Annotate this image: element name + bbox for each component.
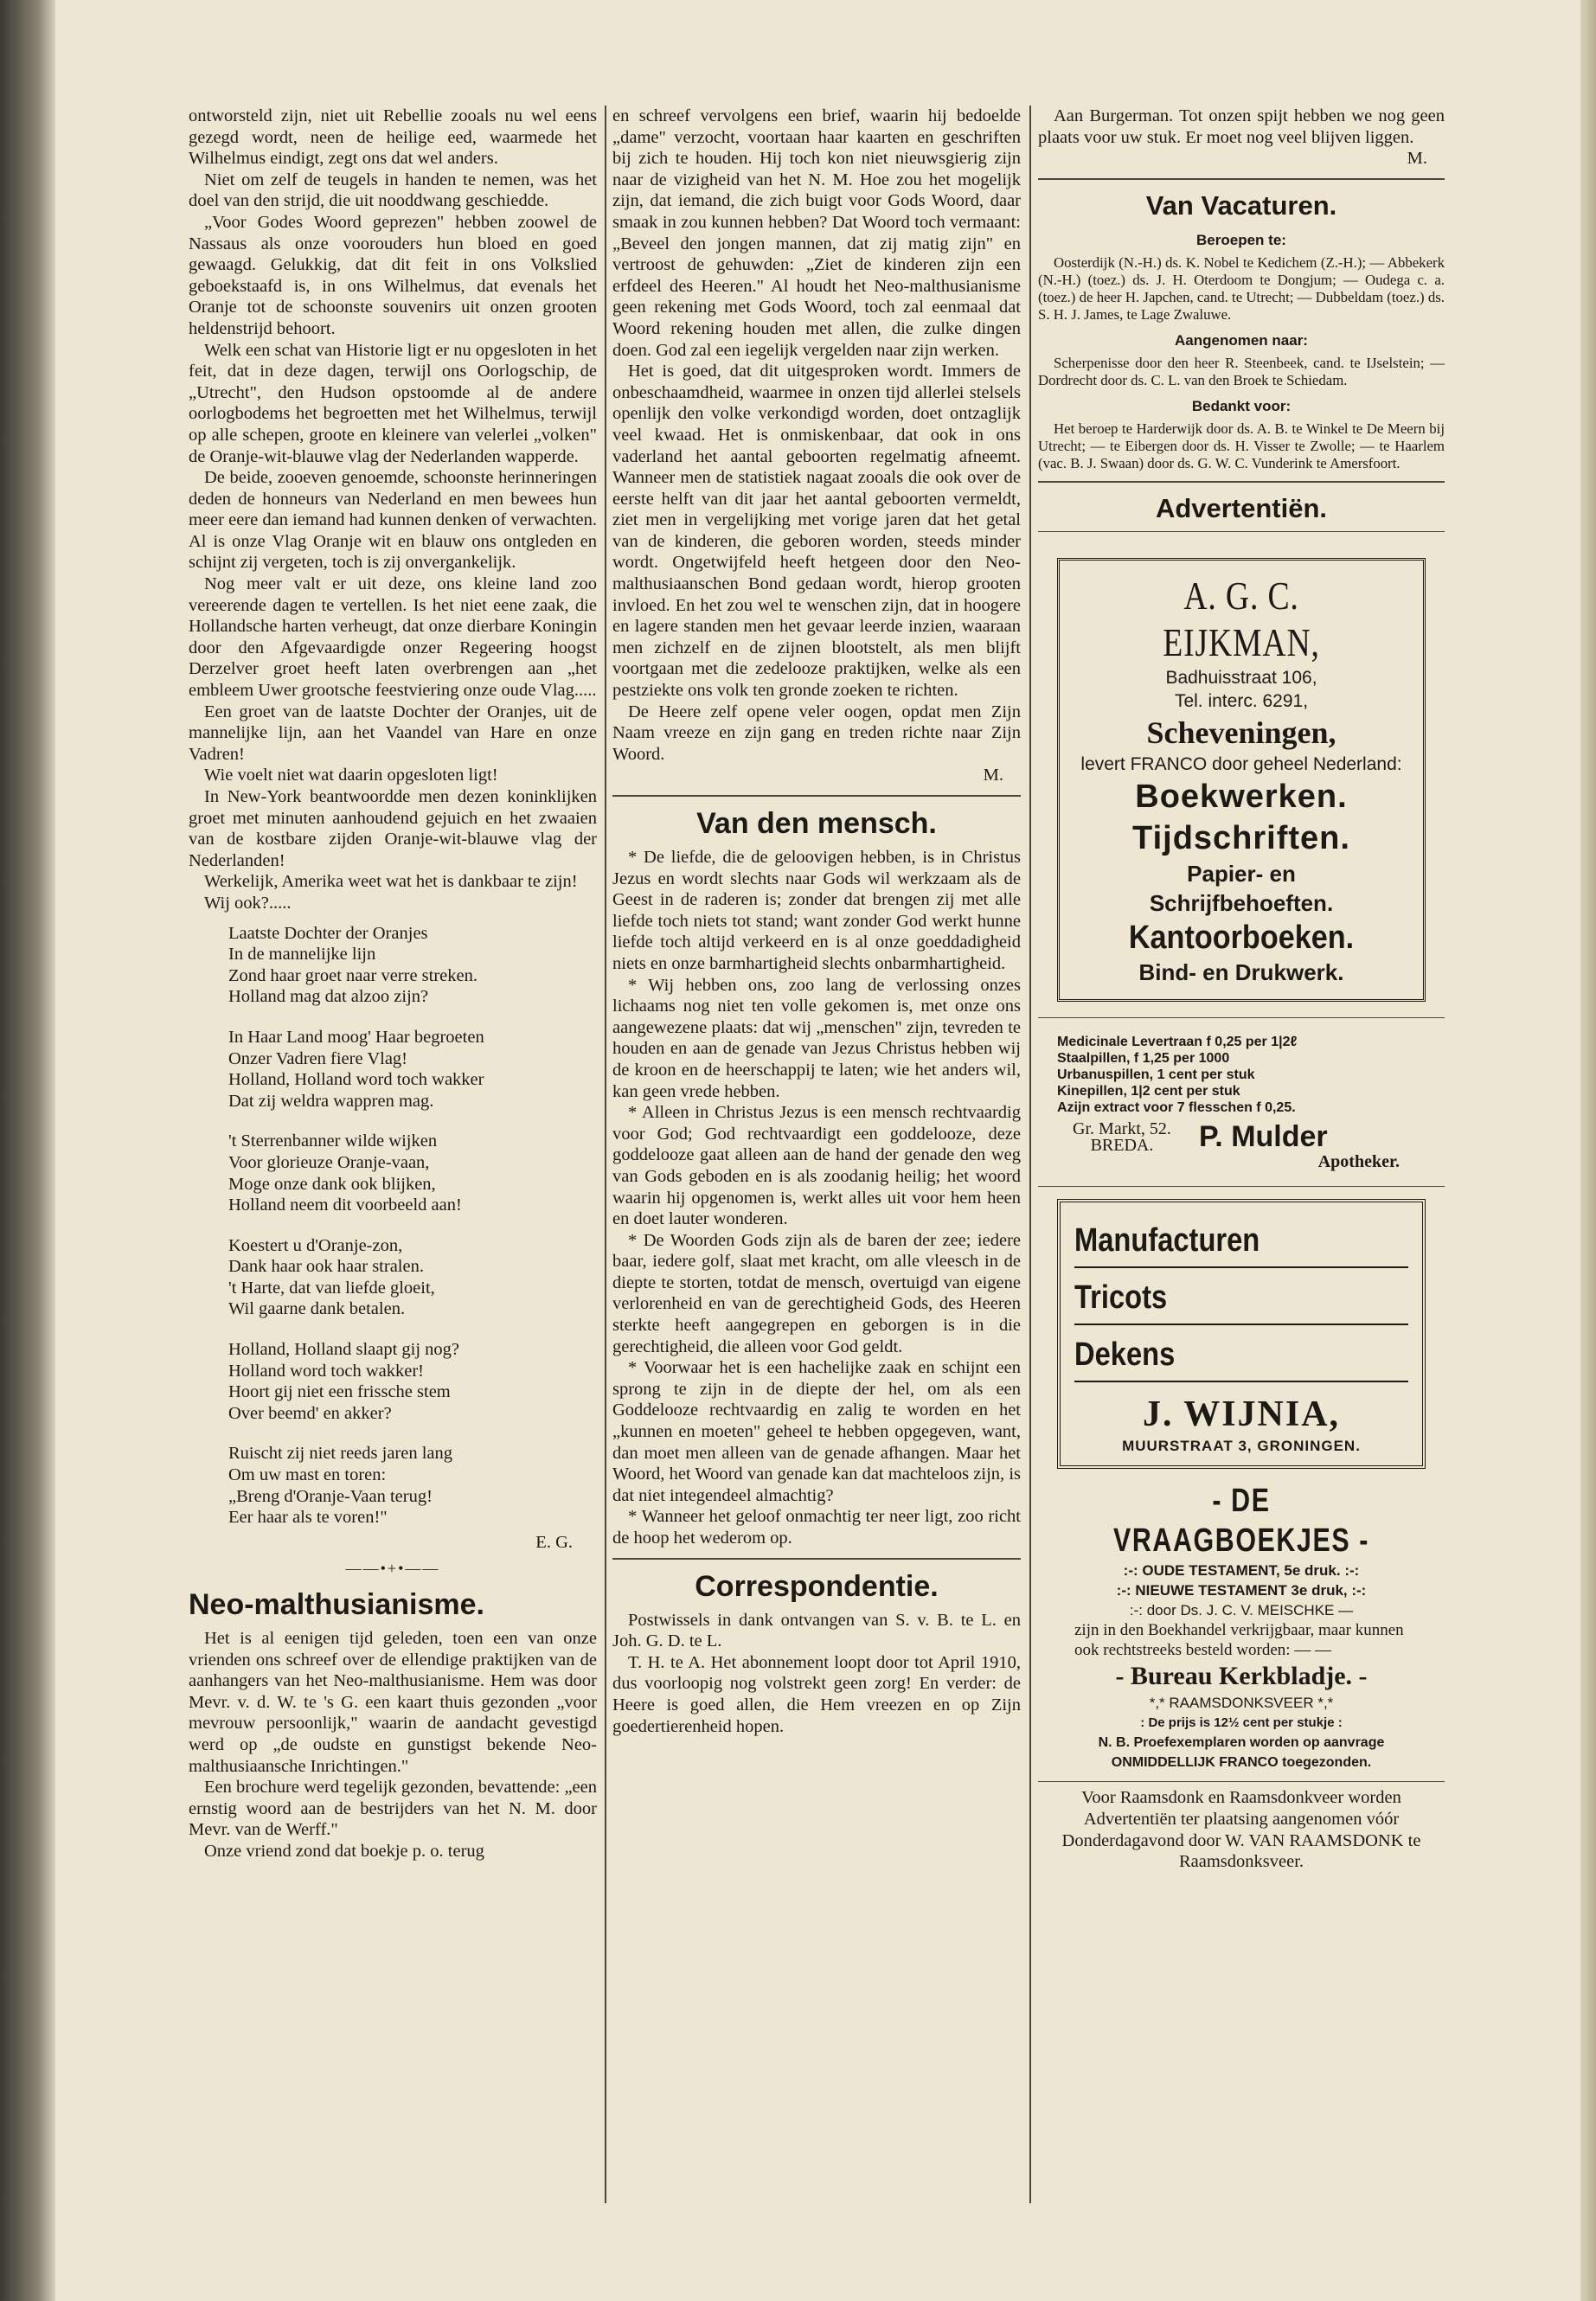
paragraph: „Voor Godes Woord geprezen" hebben zoowel de Nassaus als onze voorouders hun bloed en goed gewaagd. Gelukkig, dat dit feit in ons Volkslied geboekstaafd is, in ons Wilhelmus, dat evenals het Oranje tot de schoonste souvenirs uit onzen grooten heldenstrijd behoort. xyxy=(189,212,597,338)
advertiser-name: A. G. C. EIJKMAN, xyxy=(1163,573,1320,664)
poem-stanza xyxy=(228,1027,597,1112)
advertiser-address: Badhuisstraat 106, xyxy=(1165,667,1317,688)
heading-van-vacaturen: Van Vacaturen. xyxy=(1145,189,1337,221)
section-divider xyxy=(612,795,1021,797)
paragraph: * Wij hebben ons, zoo lang de verlossing onzes lichaams nog niet ten volle gekomen is, met onze ons aangewezene plaats: dat wij „menschen" zijn, tevreden te houden en aan de genade van Jezus Christus hebben wij de kroon en de heerschappij te laten; wie het anders wil, kan geen vrede hebben. xyxy=(612,975,1021,1101)
paragraph: * Voorwaar het is een hachelijke zaak en schijnt een sprong te zijn in de diepte der hel, om als een Goddelooze rechtvaardig en zalig te worden en het „kunnen en moeten" geheel te hebben opgegeven, want, dan moet men alleen van de genade afhangen. Maar het Woord, het Woord van genade kan dat machteloos zijn, is dat niet integendeel almachtig? xyxy=(612,1358,1021,1505)
poem-line: Dat zij weldra wappren mag. xyxy=(228,1091,434,1111)
paragraph: Oosterdijk (N.-H.) ds. K. Nobel te Kedichem (Z.-H.); — Abbekerk (N.-H.) (toez.) ds. J. H. Oterdoom te Dongjum; — Oudega c. a. (toez.) de heer H. Japchen, cand. te Utrecht; — Dubbeldam (toez.) ds. S. H. J. James, te Lage Zwaluwe. xyxy=(1038,254,1445,323)
paragraph: Het is goed, dat dit uitgesproken wordt. Immers de onbeschaamdheid, waarmee in onzen tijd allerlei stelsels openlijk den volke verkondigd worden, doet ontzaglijk veel kwaad. Het is onmiskenbaar, dat ook in ons vaderland het aantal geboorten regelmatig afneemt. Wanneer men de statistiek nagaat zooals die ook over de eerste helft van dit jaar het aantal geboorten vermeldt, ziet men in vergelijking met vorige jaren dat het getal van de kinderen, die geboren worden, steeds minder wordt. Ongetwijfeld heeft hetgeen door den Neo-malthusiaanschen Bond gedaan wordt, hierop grooten invloed. En het zou wel te wenschen zijn, dat in hoogere en lagere standen men het gevaar leerde inzien, waaraan men zichzelf en de zijnen blootstelt, als men blijft voortgaan met die zedelooze praktijken, welke als een pestziekte ons volk ten gronde zoeken te richten. xyxy=(612,362,1021,701)
paragraph: Wie voelt niet wat daarin opgesloten ligt! xyxy=(204,766,498,785)
poem-line: Holland, Holland word toch wakker xyxy=(228,1070,484,1090)
ad-text: levert FRANCO door geheel Nederland: xyxy=(1080,753,1402,774)
paragraph: * Wanneer het geloof onmachtig ter neer ligt, zoo richt de hoop het wederom op. xyxy=(612,1507,1021,1548)
ad-product: Papier- en xyxy=(1187,860,1296,887)
paragraph: Niet om zelf de teugels in handen te nemen, was het doel van den strijd, die uit nooddwang geschiedde. xyxy=(189,170,597,211)
paragraph: en schreef vervolgens een brief, waarin hij bedoelde „dame" verzocht, voortaan haar kaarten en geschriften bij zich te houden. Hij toch kon niet nieuwsgierig zijn naar de vizigheid van het N. M. Hoe zou het mogelijk zijn, dat iemand, die zich buigt voor Gods Woord, daar smaak in zou kunnen hebben? Dat Woord toch vermaant: „Beveel den jongen mannen, dat zij matig zijn" en vertroost de gehuwden: „Ziet de kinderen zijn een erfdeel des Heeren." Al houdt het Neo-malthusianisme geen rekening met Gods Woord, toch zal eenmaal dat Woord rekening houden met allen, die zulke dingen doen. God zal een iegelijk vergelden naar zijn werken. xyxy=(612,106,1021,360)
advertisement-mulder xyxy=(1057,1034,1426,1170)
ad-title: - DE VRAAGBOEKJES - xyxy=(1112,1483,1370,1560)
poem-stanza xyxy=(228,923,597,1008)
advertisement-wijnia xyxy=(1057,1199,1426,1470)
poem xyxy=(189,923,597,1529)
heading-van-den-mensch: Van den mensch. xyxy=(696,807,937,840)
ad-line xyxy=(1057,1050,1426,1067)
signature: M. xyxy=(983,766,1003,785)
ad-rule xyxy=(1074,1381,1408,1382)
poem-line: Hoort gij niet een frissche stem xyxy=(228,1382,451,1402)
poem-line: Holland word toch wakker! xyxy=(228,1361,425,1381)
advertisement-eijkman xyxy=(1057,558,1426,1002)
paragraph: T. H. te A. Het abonnement loopt door tot April 1910, dus voorloopig nog volstrekt geen zorg! En verder: de Heere is goed allen, die Hem vreezen en op Zijn goedertierenheid hopen. xyxy=(612,1652,1021,1736)
ad-line-text: Kinepillen, 1|2 cent per stuk xyxy=(1057,1083,1240,1099)
separator-ornament: ——•+•—— xyxy=(345,1560,440,1578)
poem-stanza xyxy=(228,1131,597,1215)
poem-line: Over beemd' en akker? xyxy=(228,1403,392,1423)
ad-publisher: - Bureau Kerkbladje. - xyxy=(1115,1662,1368,1691)
ad-line-text: Staalpillen, f 1,25 per 1000 xyxy=(1057,1050,1230,1066)
poem-line: Moge onze dank ook blijken, xyxy=(228,1174,436,1194)
paragraph: ontworsteld zijn, niet uit Rebellie zooals nu wel eens gezegd wordt, neen de heilige eed, waarmede het Wilhelmus eindigt, zegt ons dat wel anders. xyxy=(189,106,597,169)
paragraph: Aan Burgerman. Tot onzen spijt hebben we nog geen plaats voor uw stuk. Er moet nog veel blijven liggen. xyxy=(1038,106,1445,147)
column-middle xyxy=(612,106,1021,1737)
ad-product: Tricots xyxy=(1074,1279,1168,1316)
poem-line: 't Sterrenbanner wilde wijken xyxy=(228,1131,438,1151)
poem-line: Onzer Vadren fiere Vlag! xyxy=(228,1048,407,1068)
poem-line: Wil gaarne dank betalen. xyxy=(228,1299,406,1319)
paragraph: Welk een schat van Historie ligt er nu opgesloten in het feit, dat in deze dagen, terwijl ons Oorlogschip, de „Utrecht", den Hudson opstoomde al de andere oorlogbodems het begroetten met het Wilhelmus, terwijl op alle schepen, groote en kleinere van velerlei „volken" de Oranje-wit-blauwe vlag der Nederlanden wapperde. xyxy=(189,340,597,466)
ad-line xyxy=(1057,1034,1426,1050)
ad-line: :-: OUDE TESTAMENT, 5e druk. :-: xyxy=(1123,1562,1360,1580)
poem-line: Om uw mast en toren: xyxy=(228,1465,387,1485)
ad-rule xyxy=(1074,1324,1408,1325)
signature: E. G. xyxy=(535,1532,573,1552)
paragraph: Werkelijk, Amerika weet wat het is dankbaar te zijn! xyxy=(204,872,578,892)
column-right xyxy=(1038,106,1445,1873)
section-divider xyxy=(612,1558,1021,1560)
poem-line: Ruischt zij niet reeds jaren lang xyxy=(228,1444,453,1464)
ad-signoff xyxy=(1057,1118,1426,1155)
paragraph: Scherpenisse door den heer R. Steenbeek, cand. te IJselstein; — Dordrecht door ds. C. L. van den Broek te Schiedam. xyxy=(1038,355,1445,388)
ad-address: Gr. Markt, 52. BREDA. xyxy=(1073,1118,1171,1155)
poem-line: Holland, Holland slaapt gij nog? xyxy=(228,1340,460,1360)
label-bedankt: Bedankt voor: xyxy=(1191,397,1292,414)
advertiser-phone: Tel. interc. 6291, xyxy=(1174,690,1309,711)
label-aangenomen: Aangenomen naar: xyxy=(1175,331,1308,349)
paragraph: De beide, zooeven genoemde, schoonste herinneringen deden de honneurs van Nederland en men bewees hun meer eere dan iemand had kunnen denken of verwachten. Al is onze Vlag Oranje wit en blauw ons ontgleden en schijnt zij vergeten, toch is zij onvergankelijk. xyxy=(189,468,597,573)
ad-place: *,* RAAMSDONKSVEER *,* xyxy=(1149,1695,1334,1712)
poem-line: Dank haar ook haar stralen. xyxy=(228,1257,424,1277)
page-right-edge xyxy=(1580,0,1596,2301)
poem-line: Zond haar groet naar verre streken. xyxy=(228,965,478,985)
poem-line: „Breng d'Oranje-Vaan terug! xyxy=(228,1486,433,1506)
advertiser-name: J. WIJNIA, xyxy=(1142,1394,1341,1434)
section-divider xyxy=(1038,1017,1445,1018)
poem-stanza xyxy=(228,1339,597,1424)
section-divider xyxy=(1038,1781,1445,1782)
ad-product: Dekens xyxy=(1074,1336,1176,1373)
poem-line: Koestert u d'Oranje-zon, xyxy=(228,1235,403,1255)
ad-line: :-: door Ds. J. C. V. MEISCHKE — xyxy=(1129,1602,1354,1619)
closing-notice: Voor Raamsdonk en Raamsdonkveer worden Advertentiën ter plaatsing aangenomen vóór Donderdagavond door W. VAN RAAMSDONK te Raamsdonksveer. xyxy=(1061,1788,1421,1872)
paragraph: Postwissels in dank ontvangen van S. v. B. te L. en Joh. G. D. te L. xyxy=(612,1610,1021,1651)
poem-line: Holland neem dit voorbeeld aan! xyxy=(228,1195,462,1215)
ad-product: Boekwerken. xyxy=(1135,778,1348,815)
section-divider xyxy=(1038,1186,1445,1187)
ad-product: Bind- en Drukwerk. xyxy=(1138,958,1344,985)
signature: M. xyxy=(1407,149,1427,169)
ad-line: zijn in den Boekhandel verkrijgbaar, maar kunnen ook rechtstreeks besteld worden: — — xyxy=(1074,1621,1404,1660)
ad-line xyxy=(1057,1067,1426,1083)
paragraph: Een groet van de laatste Dochter der Oranjes, uit de mannelijke lijn, aan het Vaandel van Hare en onze Vadren! xyxy=(189,702,597,764)
section-divider xyxy=(1038,178,1445,180)
column-left xyxy=(189,106,597,1862)
paragraph: Onze vriend zond dat boekje p. o. terug xyxy=(204,1841,484,1861)
poem-stanza xyxy=(228,1235,597,1320)
ad-product: Kantoorboeken. xyxy=(1128,919,1355,956)
section-divider xyxy=(1038,531,1445,532)
advertiser-city: Scheveningen, xyxy=(1146,715,1336,750)
section-divider xyxy=(1038,481,1445,483)
paragraph: Het beroep te Harderwijk door ds. A. B. te Winkel te De Meern bij Utrecht; — te Eibergen door ds. H. Visser te Zwolle; — te Haarlem (vac. B. J. Swaan) door ds. G. W. C. Vunderink te Amersfoort. xyxy=(1038,420,1445,471)
paragraph: Een brochure werd tegelijk gezonden, bevattende: „een ernstig woord aan de bestrijders van het N. M. door Mevr. van de Werff." xyxy=(189,1778,597,1840)
paragraph: De Heere zelf opene veler oogen, opdat men Zijn Naam vreeze en zijn gang en treden richte naar Zijn Woord. xyxy=(612,702,1021,764)
ad-line-text: Azijn extract voor 7 flesschen f 0,25. xyxy=(1057,1099,1296,1115)
poem-line: Voor glorieuze Oranje-vaan, xyxy=(228,1152,430,1172)
paragraph: * Alleen in Christus Jezus is een mensch rechtvaardig voor God; God rechtvaardigt een goddelooze, deze goddelooze gaat alleen aan de hand der genade den weg van Gods geboden en is als zoodanig heilig; het woord waarin hij opgenomen is, werkt alles uit voor hem heen en doet lauter wonderen. xyxy=(612,1103,1021,1229)
advertiser-address: MUURSTRAAT 3, GRONINGEN. xyxy=(1122,1437,1361,1454)
poem-line: In de mannelijke lijn xyxy=(228,945,376,965)
poem-line: 't Harte, dat van liefde gloeit, xyxy=(228,1278,435,1298)
paragraph: Het is al eenigen tijd geleden, toen een van onze vrienden ons schreef over de ellendige praktijken van de aanhangers van het Neo-malthusianisme. Hem was door Mevr. v. d. W. te 's G. een kaart thuis gezonden „voor mevrouw persoonlijk," waarin de aandacht gevestigd werd op „de oudste en gunstigst bekende Neo-malthusiaansche Inrichtingen." xyxy=(189,1629,597,1776)
ad-product: Tijdschriften. xyxy=(1132,819,1350,856)
ad-price: : De prijs is 12½ cent per stukje : xyxy=(1140,1715,1343,1731)
poem-line: Laatste Dochter der Oranjes xyxy=(228,923,428,943)
paragraph: Nog meer valt er uit deze, ons kleine land zoo vereerende dagen te vertellen. Is het niet eene zaak, die Hollandsche harten verheugt, dat onze dierbare Koningin door den Afgevaardigde onzer Regeering hoogst Derzelver groet heeft laten overbrengen aan „het embleem Uwer grootsche feestviering onze oude Vlag..... xyxy=(189,574,597,701)
ad-line-text: Urbanuspillen, 1 cent per stuk xyxy=(1057,1067,1255,1082)
column-rule-1 xyxy=(605,106,606,2203)
label-beroepen: Beroepen te: xyxy=(1196,231,1286,248)
ad-line xyxy=(1057,1083,1426,1099)
ad-role: Apotheker. xyxy=(1317,1151,1400,1171)
advertisement-vraagboekjes xyxy=(1057,1481,1426,1772)
heading-advertentien: Advertentiën. xyxy=(1155,492,1328,523)
ad-rule xyxy=(1074,1266,1408,1268)
ad-line: :-: NIEUWE TESTAMENT 3e druk, :-: xyxy=(1116,1582,1367,1599)
ad-note: N. B. Proefexemplaren worden op aanvrage ONMIDDELLIJK FRANCO toegezonden. xyxy=(1098,1735,1385,1771)
ad-name: P. Mulder xyxy=(1199,1120,1328,1154)
poem-stanza xyxy=(228,1443,597,1528)
ad-line xyxy=(1057,1099,1426,1116)
column-rule-2 xyxy=(1029,106,1031,2203)
ad-product: Schrijfbehoeften. xyxy=(1149,889,1334,916)
heading-neo-malthusianisme: Neo-malthusianisme. xyxy=(189,1588,484,1621)
poem-line: In Haar Land moog' Haar begroeten xyxy=(228,1027,484,1047)
book-binding-edge xyxy=(0,0,55,2301)
paragraph: * De liefde, die de geloovigen hebben, is in Christus Jezus en wordt slechts naar Gods wil werkzaam als de Geest in de raderen is; zonder dat brengen zij met alle liefde toch niets tot stand; want zonder God werkt hunne liefde toch altijd verkeerd en is al onze goeddadigheid niets en onze barmhartigheid slechts onbarmhartigheid. xyxy=(612,848,1021,973)
ad-line-text: Medicinale Levertraan f 0,25 per 1|2ℓ xyxy=(1057,1034,1298,1049)
poem-line: Eer haar als te voren!" xyxy=(228,1508,388,1528)
paragraph: In New-York beantwoordde men dezen koninklijken groet met minuten aanhoudend gejuich en het zwaaien van de kostbare zijden Oranje-wit-blauwe vlag der Nederlanden! xyxy=(189,787,597,870)
poem-line: Holland mag dat alzoo zijn? xyxy=(228,987,429,1007)
ad-product: Manufacturen xyxy=(1074,1221,1260,1259)
paragraph: Wij ook?..... xyxy=(204,893,292,913)
paragraph: * De Woorden Gods zijn als de baren der zee; iedere baar, iedere golf, slaat met kracht, om alle vleesch in de diepte te storten, totdat de mensch, overtuigd van eigene verlorenheid en van de gerechtigheid Gods, des Heeren sterkte heeft aangegrepen en geborgen is in die gerechtigheid, die alleen voor God geldt. xyxy=(612,1230,1021,1356)
heading-correspondentie: Correspondentie. xyxy=(695,1569,939,1603)
